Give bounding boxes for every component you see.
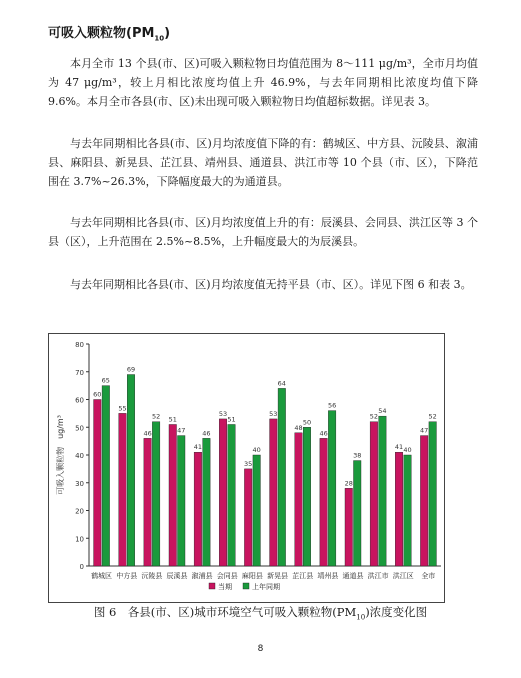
y-tick-label: 50 xyxy=(75,424,84,433)
y-tick-label: 70 xyxy=(75,368,84,377)
y-axis-label: 可吸入颗粒物 ug/m³ xyxy=(56,415,65,495)
data-label: 52 xyxy=(151,412,161,421)
data-label: 69 xyxy=(126,365,136,374)
data-label: 35 xyxy=(244,459,253,468)
bar-last-year xyxy=(228,424,236,566)
bar-current xyxy=(244,469,252,566)
x-tick-label: 通道县 xyxy=(342,572,364,580)
data-label: 53 xyxy=(269,409,278,418)
y-tick-label: 40 xyxy=(75,452,84,460)
x-tick-label: 会同县 xyxy=(216,572,238,580)
bar-current xyxy=(270,419,278,566)
x-tick-label: 沅陵县 xyxy=(141,572,163,580)
y-tick-label: 20 xyxy=(75,507,84,516)
bar-last-year xyxy=(303,427,311,566)
y-tick-label: 30 xyxy=(75,479,84,488)
x-tick-label: 溆浦县 xyxy=(191,572,213,580)
paragraph-summary: 本月全市 13 个县(市、区)可吸入颗粒物日均值范围为 8～111 μg/m³，全市月均值为 47 μg/m³，较上月相比浓度均值上升 46.9%，与去年同期相比浓度均值下降 9.6%。本月全市各县(市、区)未出现可吸入颗粒物日均值超标数据。详见表 3。 xyxy=(48,57,478,108)
section-heading: 可吸入颗粒物$(PM_{10})$ xyxy=(48,26,171,43)
bar-current xyxy=(169,424,177,566)
data-label: 46 xyxy=(143,429,152,438)
bar-last-year xyxy=(178,436,186,566)
data-label: 53 xyxy=(218,409,228,418)
pm10-bar-chart xyxy=(49,334,444,602)
paragraph-increase: 与去年同期相比各县(市、区)月均浓度值上升的有：辰溪县、会同县、洪江区等 3 个县（区），上升范围在 2.5%~8.5%，上升幅度最大的为辰溪县。 xyxy=(48,216,478,248)
bar-current xyxy=(420,436,428,566)
bar-current xyxy=(295,433,303,566)
x-tick-label: 芷江县 xyxy=(292,572,314,580)
bar-current xyxy=(194,452,202,566)
legend-swatch xyxy=(209,583,215,589)
data-label: 51 xyxy=(168,415,177,424)
x-tick-label: 洪江市 xyxy=(367,572,389,580)
data-label: 46 xyxy=(319,429,328,438)
bar-current xyxy=(94,400,102,567)
data-label: 48 xyxy=(294,423,303,432)
x-tick-label: 麻阳县 xyxy=(241,572,263,580)
bar-last-year xyxy=(328,411,336,566)
data-label: 40 xyxy=(252,446,261,454)
bar-last-year xyxy=(127,375,135,566)
x-tick-label: 辰溪县 xyxy=(166,572,188,580)
bar-current xyxy=(395,452,403,566)
x-tick-label: 靖州县 xyxy=(317,572,339,580)
data-label: 50 xyxy=(302,418,312,427)
legend-label: 当期 xyxy=(218,583,232,591)
bar-last-year xyxy=(278,388,286,566)
data-label: 52 xyxy=(369,412,379,421)
data-label: 65 xyxy=(101,376,110,385)
legend-swatch xyxy=(243,583,249,589)
data-label: 60 xyxy=(93,390,102,399)
bar-last-year xyxy=(354,461,362,566)
bar-current xyxy=(219,419,227,566)
data-label: 55 xyxy=(118,404,127,413)
page-number: 8 xyxy=(257,644,264,654)
bar-current xyxy=(320,438,328,566)
x-tick-label: 洪江区 xyxy=(392,572,414,580)
x-tick-label: 全市 xyxy=(421,572,436,580)
x-tick-label: 中方县 xyxy=(116,572,138,580)
x-tick-label: 新晃县 xyxy=(267,572,289,580)
x-tick-label: 鹤城区 xyxy=(91,572,113,580)
data-label: 64 xyxy=(277,379,286,388)
figure-caption: 图 6 各县(市、区)城市环境空气可吸入颗粒物$(PM_{10})$浓度变化图 xyxy=(93,605,428,622)
bar-last-year xyxy=(404,455,412,566)
pm10-chart xyxy=(48,333,445,603)
bar-current xyxy=(144,438,152,566)
bar-last-year xyxy=(429,422,437,566)
paragraph-flat: 与去年同期相比各县(市、区)月均浓度值无持平县（市、区）。详见下图 6 和表 3。 xyxy=(70,278,472,291)
data-label: 54 xyxy=(378,407,387,416)
bar-last-year xyxy=(379,416,387,566)
data-label: 52 xyxy=(428,412,437,421)
bar-current xyxy=(370,422,378,566)
bar-last-year xyxy=(102,386,110,566)
y-tick-label: 0 xyxy=(79,563,84,571)
data-label: 28 xyxy=(344,479,353,488)
data-label: 41 xyxy=(394,443,404,452)
paragraph-decrease: 与去年同期相比各县(市、区)月均浓度值下降的有：鹤城区、中方县、沅陵县、溆浦县、麻阳县、新晃县、芷江县、靖州县、通道县、洪江市等 10 个县（市、区），下降范围在 3.7%~26.3%，下降幅度最大的为通道县。 xyxy=(48,137,478,188)
data-label: 40 xyxy=(403,446,412,454)
bar-last-year xyxy=(152,422,160,566)
bar-current xyxy=(119,413,127,566)
legend-label: 上年同期 xyxy=(252,583,280,591)
bar-last-year xyxy=(203,438,211,566)
data-label: 41 xyxy=(193,443,203,452)
bar-last-year xyxy=(253,455,261,566)
y-tick-label: 10 xyxy=(75,535,84,544)
data-label: 38 xyxy=(353,451,362,460)
data-label: 47 xyxy=(420,426,429,435)
bar-current xyxy=(345,488,353,566)
data-label: 46 xyxy=(202,429,211,438)
y-tick-label: 80 xyxy=(75,341,84,349)
data-label: 56 xyxy=(327,401,337,410)
data-label: 47 xyxy=(177,426,186,435)
y-tick-label: 60 xyxy=(75,396,84,405)
data-label: 51 xyxy=(227,415,236,424)
